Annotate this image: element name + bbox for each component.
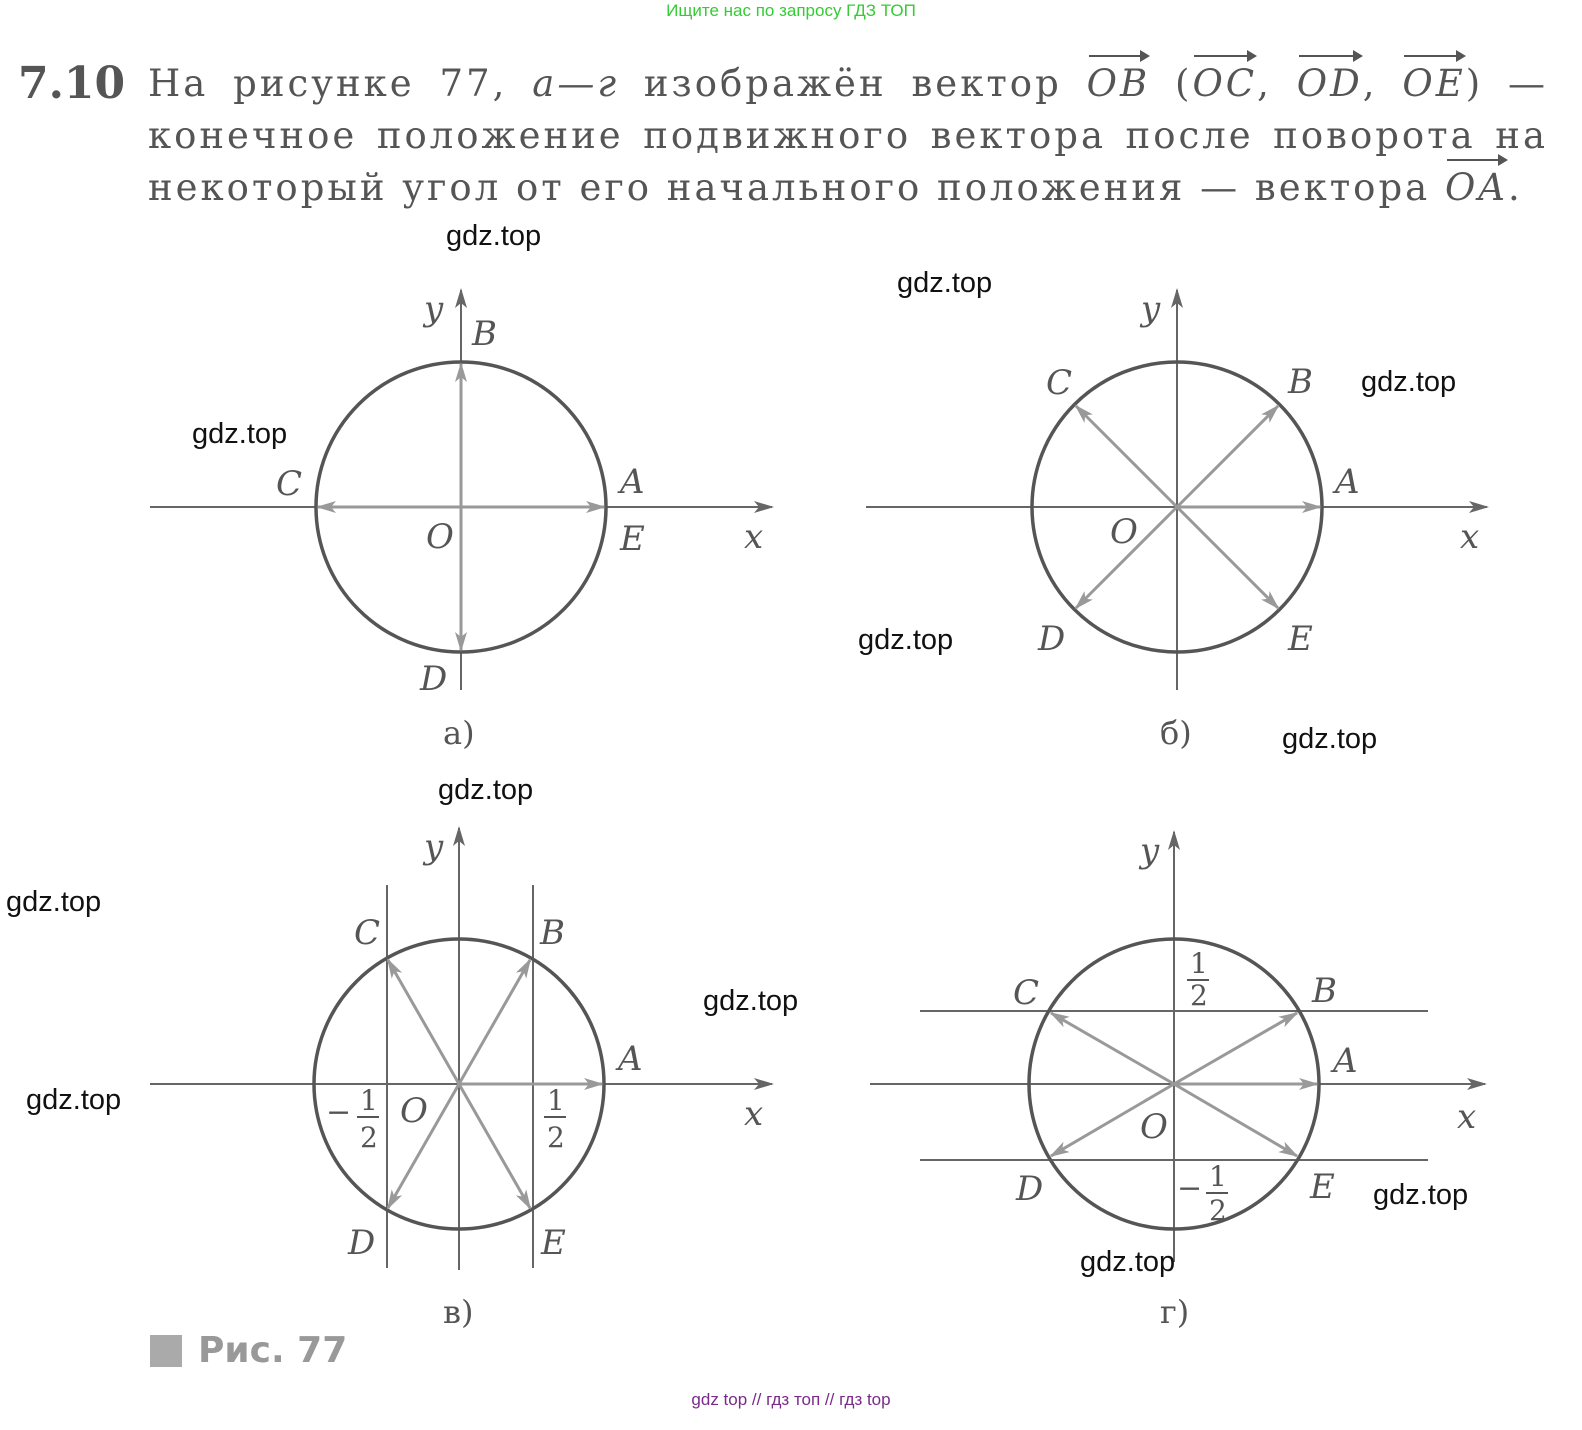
watermark: gdz.top: [438, 774, 534, 806]
vector-oa: OA: [1445, 162, 1508, 214]
fraction-den: 2: [1209, 1194, 1227, 1227]
label-a: A: [618, 1039, 643, 1079]
watermark: gdz.top: [6, 886, 102, 918]
watermark: gdz.top: [446, 220, 542, 252]
watermark: gdz.top: [897, 267, 993, 299]
neg-sign: −: [1177, 1171, 1203, 1206]
fraction-den: 2: [547, 1121, 565, 1154]
fraction-num: 1: [1190, 947, 1208, 980]
label-a: A: [1335, 462, 1360, 502]
vector-oc: [1051, 1013, 1174, 1084]
figure-caption-text: Рис. 77: [198, 1330, 348, 1371]
label-d: D: [1016, 1169, 1044, 1209]
label-d: D: [420, 659, 448, 699]
label-o: O: [1110, 512, 1138, 552]
label-a: A: [1333, 1041, 1358, 1081]
label-x: x: [1460, 517, 1480, 557]
vector-ob: [1174, 1013, 1297, 1084]
label-e: E: [620, 519, 645, 559]
figure-caption: [150, 1330, 347, 1371]
top-banner[interactable]: Ищите нас по запросу ГДЗ ТОП: [666, 1, 916, 20]
label-o: O: [1140, 1107, 1168, 1147]
label-o: O: [426, 517, 454, 557]
panel-caption: в): [443, 1293, 474, 1331]
vector-oc: [388, 960, 459, 1084]
problem-number: 7.10: [18, 58, 126, 109]
watermark: gdz.top: [192, 418, 288, 450]
label-d: D: [1038, 619, 1066, 659]
vector-oc: OC: [1192, 58, 1257, 110]
vector-oe: [1177, 507, 1278, 608]
panel-a: [150, 289, 772, 752]
neg-sign: −: [326, 1095, 352, 1130]
label-x: x: [744, 1094, 764, 1134]
panel-caption: а): [443, 714, 475, 752]
fraction-num: 1: [360, 1084, 378, 1117]
panel-caption: б): [1160, 714, 1192, 752]
fraction-num: 1: [547, 1084, 565, 1117]
label-c: C: [1013, 973, 1040, 1013]
watermark: gdz.top: [1361, 366, 1457, 398]
label-c: C: [354, 913, 381, 953]
label-c: C: [1046, 363, 1073, 403]
label-y: y: [1140, 831, 1160, 871]
panel-v: [150, 827, 772, 1331]
label-y: y: [1141, 289, 1161, 329]
watermark: gdz.top: [1282, 723, 1378, 755]
label-c: C: [276, 464, 303, 504]
panel-b: [866, 289, 1487, 752]
label-x: x: [744, 517, 764, 557]
vector-oc: [1076, 406, 1177, 507]
label-b: B: [1288, 362, 1313, 402]
label-y: y: [424, 289, 444, 329]
label-b: B: [472, 314, 497, 354]
watermark: gdz.top: [1373, 1179, 1469, 1211]
fraction-den: 2: [360, 1121, 378, 1154]
vector-ob: [459, 960, 530, 1084]
label-x: x: [1457, 1097, 1477, 1137]
vector-oe: [459, 1084, 530, 1208]
watermark: gdz.top: [703, 985, 799, 1017]
label-e: E: [1288, 619, 1313, 659]
panel-caption: г): [1160, 1293, 1190, 1331]
label-a: A: [620, 462, 645, 502]
vector-od: OD: [1297, 58, 1363, 110]
vector-oe: OE: [1402, 58, 1465, 110]
vector-ob: OB: [1087, 58, 1151, 110]
vector-ob: [1177, 406, 1278, 507]
watermark: gdz.top: [26, 1084, 122, 1116]
label-e: E: [1310, 1167, 1335, 1207]
panel-g: [870, 831, 1485, 1331]
fraction-num: 1: [1209, 1160, 1227, 1193]
label-b: B: [1312, 971, 1337, 1011]
label-d: D: [348, 1223, 376, 1263]
caption-square-icon: [150, 1335, 182, 1367]
label-e: E: [541, 1223, 566, 1263]
bottom-links[interactable]: gdz top // гдз топ // гдз top: [691, 1390, 891, 1409]
watermark: gdz.top: [858, 624, 954, 656]
fraction-den: 2: [1190, 979, 1208, 1012]
label-o: O: [400, 1091, 428, 1131]
label-b: B: [540, 913, 565, 953]
vector-oe: [1174, 1084, 1297, 1156]
label-y: y: [424, 827, 444, 867]
watermark: gdz.top: [1080, 1246, 1176, 1278]
problem-text: На рисунке 77, а—г изображён вектор OB (OC, OD, OE) — конечное положение подвижного вектора после поворота на некоторый угол от его начального положения — вектора OA.: [148, 58, 1548, 214]
